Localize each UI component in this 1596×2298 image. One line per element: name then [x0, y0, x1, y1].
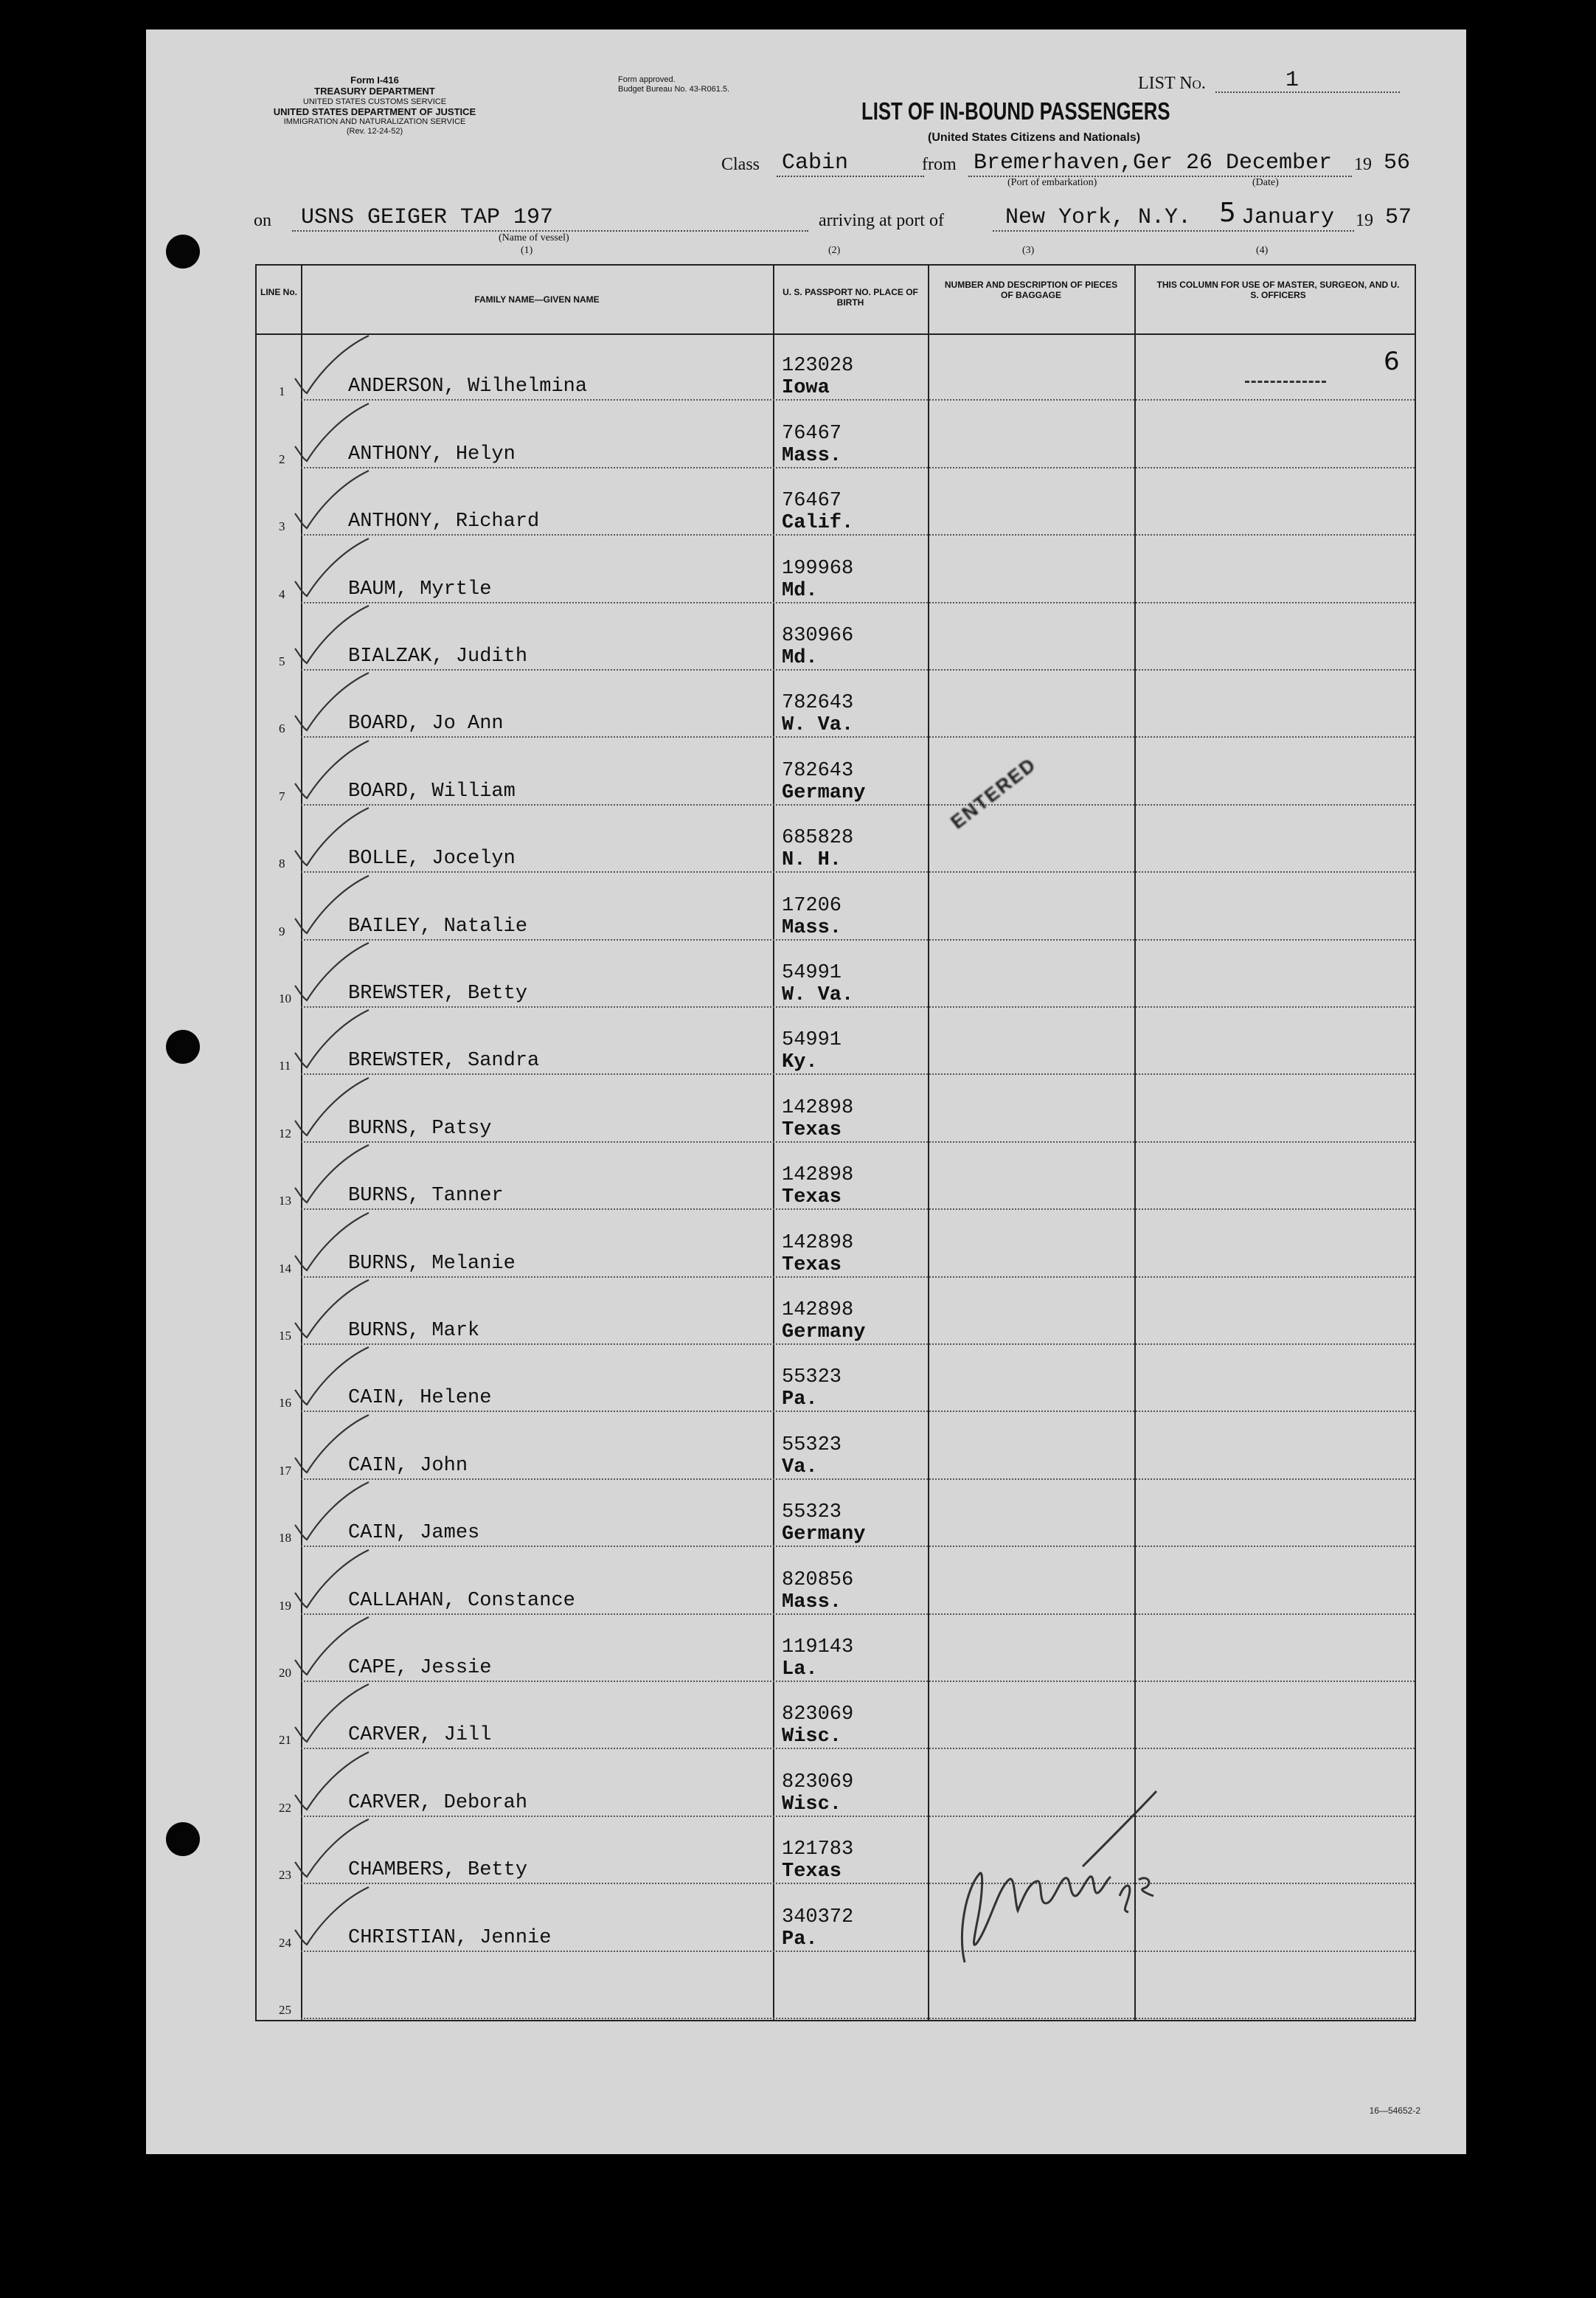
passenger-name: BIALZAK, Judith [348, 645, 528, 668]
table-row [257, 1412, 1415, 1479]
line-number: 9 [279, 924, 285, 938]
table-row [257, 1345, 1415, 1412]
passport-number: 199968 [782, 557, 854, 580]
passport-number: 76467 [782, 490, 842, 513]
place-of-birth: Mass. [782, 1591, 842, 1613]
line-number: 12 [279, 1126, 291, 1141]
table-row [257, 1143, 1415, 1210]
passport-number: 17206 [782, 894, 842, 917]
passenger-name: CARVER, Deborah [348, 1791, 528, 1814]
check-mark [292, 805, 373, 867]
place-of-birth: N. H. [782, 849, 842, 872]
place-of-birth: Germany [782, 781, 866, 804]
line-number: 5 [279, 654, 285, 668]
table-row [257, 1817, 1415, 1884]
line-number: 1 [279, 384, 285, 399]
passenger-name: ANTHONY, Helyn [348, 443, 516, 466]
place-of-birth: Wisc. [782, 1793, 842, 1816]
budget-bureau: Budget Bureau No. 43-R061.5. [618, 84, 730, 94]
col3-num: (3) [1022, 245, 1035, 256]
check-mark [292, 1075, 373, 1137]
check-mark [292, 1816, 373, 1878]
col-header-passport: U. S. PASSPORT NO. PLACE OF BIRTH [783, 287, 918, 308]
place-of-birth: Va. [782, 1456, 818, 1478]
footer-code: 16—54652-2 [1369, 2105, 1420, 2116]
table-row [257, 873, 1415, 940]
passport-number: 121783 [782, 1838, 854, 1861]
place-of-birth: Texas [782, 1186, 842, 1209]
page-title: LIST OF IN-BOUND PASSENGERS [861, 97, 1170, 125]
check-mark [292, 1344, 373, 1406]
line-number: 20 [279, 1665, 291, 1680]
passport-number: 55323 [782, 1501, 842, 1524]
check-mark [292, 536, 373, 598]
passenger-name: BAUM, Myrtle [348, 578, 492, 601]
place-of-birth: Calif. [782, 512, 854, 535]
arrival-port: New York, N.Y. [1005, 205, 1192, 230]
list-no-line [1215, 91, 1400, 93]
place-of-birth: Md. [782, 646, 818, 669]
passenger-name: CAIN, Helene [348, 1387, 492, 1410]
class-value: Cabin [782, 150, 849, 176]
customs-service: UNITED STATES CUSTOMS SERVICE [302, 97, 447, 106]
list-no-label: LIST No. [1138, 74, 1206, 93]
line-number: 13 [279, 1194, 291, 1208]
check-mark [292, 1884, 373, 1946]
line-number: 6 [279, 721, 285, 736]
form-approved: Form approved. [618, 75, 676, 84]
row-rule [301, 2018, 1415, 2019]
punch-hole [166, 235, 200, 269]
place-of-birth: Ky. [782, 1051, 818, 1074]
officer-mark: 6 [1384, 347, 1400, 376]
passenger-name: BREWSTER, Sandra [348, 1050, 540, 1073]
col-header-baggage: NUMBER AND DESCRIPTION OF PIECES OF BAGGAGE [944, 280, 1118, 300]
passenger-name: CARVER, Jill [348, 1724, 492, 1747]
arriving-label: arriving at port of [819, 211, 944, 230]
check-mark [292, 670, 373, 732]
passport-number: 76467 [782, 422, 842, 445]
passenger-name: CHRISTIAN, Jennie [348, 1926, 552, 1949]
arrival-year-prefix: 19 [1356, 211, 1373, 230]
passenger-name: BURNS, Patsy [348, 1117, 492, 1140]
table-row [257, 1952, 1415, 2019]
table-row [257, 1749, 1415, 1816]
page-subtitle: (United States Citizens and Nationals) [928, 131, 1141, 144]
manifest-sheet [146, 30, 1466, 2154]
line-number: 24 [279, 1935, 291, 1950]
check-mark [292, 873, 373, 935]
passenger-name: CAIN, James [348, 1522, 480, 1545]
line-number: 25 [279, 2002, 291, 2017]
table-row [257, 1547, 1415, 1614]
passenger-name: CAIN, John [348, 1454, 468, 1477]
check-mark [292, 333, 373, 395]
table-row [257, 1884, 1415, 1951]
check-mark [292, 603, 373, 665]
table-row [257, 806, 1415, 873]
passport-number: 142898 [782, 1164, 854, 1187]
table-row [257, 1075, 1415, 1142]
punch-hole [166, 1030, 200, 1064]
passenger-name: BURNS, Melanie [348, 1252, 516, 1275]
embark-port: Bremerhaven,Ger [974, 150, 1173, 176]
passenger-name: ANTHONY, Richard [348, 511, 540, 533]
place-of-birth: Texas [782, 1861, 842, 1883]
arrival-year: 57 [1385, 205, 1412, 230]
line-number: 15 [279, 1328, 291, 1343]
passenger-name: CHAMBERS, Betty [348, 1859, 528, 1882]
officer-dash [1245, 381, 1326, 383]
table-row [257, 671, 1415, 738]
passport-number: 54991 [782, 1029, 842, 1052]
passport-number: 823069 [782, 1703, 854, 1726]
line-number: 2 [279, 451, 285, 466]
passport-number: 142898 [782, 1231, 854, 1254]
class-line [777, 176, 924, 177]
check-mark [292, 1210, 373, 1272]
passport-number: 830966 [782, 624, 854, 647]
check-mark [292, 468, 373, 530]
passport-number: 55323 [782, 1366, 842, 1389]
passport-number: 55323 [782, 1433, 842, 1456]
col-header-line-no: LINE No. [260, 287, 297, 297]
check-mark [292, 1412, 373, 1474]
check-mark [292, 1681, 373, 1743]
table-row [257, 1210, 1415, 1277]
passenger-name: BURNS, Tanner [348, 1185, 504, 1208]
embark-date: 26 December [1186, 150, 1333, 176]
passport-number: 782643 [782, 692, 854, 715]
passport-number: 340372 [782, 1906, 854, 1928]
passenger-name: CALLAHAN, Constance [348, 1589, 575, 1612]
col4-num: (4) [1256, 245, 1269, 256]
place-of-birth: Iowa [782, 377, 830, 400]
check-mark [292, 1614, 373, 1676]
place-of-birth: Germany [782, 1321, 866, 1343]
passenger-name: CAPE, Jessie [348, 1656, 492, 1679]
arrival-line [993, 230, 1354, 232]
passport-number: 782643 [782, 759, 854, 782]
punch-hole [166, 1822, 200, 1856]
line-number: 18 [279, 1531, 291, 1546]
approval-note [618, 75, 795, 94]
check-mark [292, 940, 373, 1002]
passenger-name: BAILEY, Natalie [348, 915, 528, 938]
place-of-birth: Mass. [782, 916, 842, 939]
check-mark [292, 1547, 373, 1609]
passport-number: 142898 [782, 1298, 854, 1321]
list-no-value: 1 [1286, 68, 1300, 93]
justice-dept: UNITED STATES DEPARTMENT OF JUSTICE [273, 105, 476, 117]
passport-number: 123028 [782, 355, 854, 378]
passport-number: 142898 [782, 1096, 854, 1119]
vessel-caption: (Name of vessel) [499, 232, 569, 243]
check-mark [292, 1142, 373, 1204]
entered-stamp: ENTERED [946, 752, 1041, 834]
arrival-month: January [1241, 205, 1335, 230]
passport-number: 820856 [782, 1568, 854, 1591]
embark-year-prefix: 19 [1354, 155, 1372, 174]
table-row [257, 738, 1415, 805]
check-mark [292, 1479, 373, 1541]
place-of-birth: La. [782, 1658, 818, 1681]
line-number: 17 [279, 1463, 291, 1478]
check-mark [292, 1277, 373, 1339]
on-label: on [254, 211, 271, 230]
date-caption: (Date) [1252, 177, 1279, 188]
check-mark [292, 738, 373, 800]
line-number: 23 [279, 1868, 291, 1883]
table-row [257, 1480, 1415, 1547]
place-of-birth: Texas [782, 1253, 842, 1276]
revision-date: (Rev. 12-24-52) [346, 127, 403, 136]
line-number: 21 [279, 1733, 291, 1748]
place-of-birth: Wisc. [782, 1726, 842, 1748]
line-number: 11 [279, 1059, 291, 1073]
table-row [257, 1008, 1415, 1075]
passenger-name: BURNS, Mark [348, 1319, 480, 1342]
table-row [257, 468, 1415, 536]
from-label: from [922, 155, 957, 174]
col-header-officers: THIS COLUMN FOR USE OF MASTER, SURGEON, AND U. S. OFFICERS [1156, 280, 1400, 300]
place-of-birth: Mass. [782, 444, 842, 467]
passenger-name: ANDERSON, Wilhelmina [348, 375, 588, 398]
line-number: 16 [279, 1396, 291, 1411]
table-row [257, 536, 1415, 603]
ins-service: IMMIGRATION AND NATURALIZATION SERVICE [283, 117, 466, 127]
vessel-colnum: (1) [521, 245, 533, 256]
passport-number: 685828 [782, 827, 854, 850]
passenger-name: BOLLE, Jocelyn [348, 848, 516, 871]
table-row [257, 1278, 1415, 1345]
line-number: 8 [279, 856, 285, 871]
passenger-name: BOARD, William [348, 780, 516, 803]
place-of-birth: Texas [782, 1118, 842, 1141]
agency-header [235, 75, 515, 136]
vessel-line [292, 230, 808, 232]
passenger-table [255, 264, 1416, 2021]
check-mark [292, 1007, 373, 1069]
place-of-birth: Pa. [782, 1928, 818, 1951]
passport-number: 54991 [782, 961, 842, 984]
table-row [257, 401, 1415, 468]
table-row [257, 1682, 1415, 1749]
line-number: 3 [279, 519, 285, 534]
table-row [257, 1615, 1415, 1682]
vessel-name: USNS GEIGER TAP 197 [301, 205, 554, 230]
place-of-birth: Germany [782, 1523, 866, 1546]
table-row [257, 333, 1415, 401]
passport-number: 119143 [782, 1636, 854, 1658]
class-label: Class [721, 155, 760, 174]
treasury-dept: TREASURY DEPARTMENT [314, 85, 435, 97]
port-embark-caption: (Port of embarkation) [1007, 177, 1097, 188]
table-row [257, 941, 1415, 1008]
place-of-birth: Pa. [782, 1388, 818, 1411]
col-header-name: FAMILY NAME—GIVEN NAME [474, 294, 600, 305]
place-of-birth: W. Va. [782, 983, 854, 1006]
line-number: 22 [279, 1800, 291, 1815]
line-number: 4 [279, 586, 285, 601]
embark-year: 56 [1384, 150, 1411, 176]
passenger-name: BOARD, Jo Ann [348, 713, 504, 736]
passenger-name: BREWSTER, Betty [348, 982, 528, 1005]
col2-num: (2) [828, 245, 841, 256]
table-row [257, 603, 1415, 671]
inspector-signature [935, 1785, 1186, 1977]
line-number: 10 [279, 991, 291, 1006]
line-number: 14 [279, 1261, 291, 1276]
place-of-birth: Md. [782, 579, 818, 602]
check-mark [292, 401, 373, 463]
arrival-day: 5 [1219, 198, 1236, 228]
line-number: 19 [279, 1598, 291, 1613]
form-number: Form I-416 [350, 75, 399, 86]
passport-number: 823069 [782, 1771, 854, 1793]
check-mark [292, 1749, 373, 1811]
place-of-birth: W. Va. [782, 714, 854, 737]
line-number: 7 [279, 789, 285, 803]
